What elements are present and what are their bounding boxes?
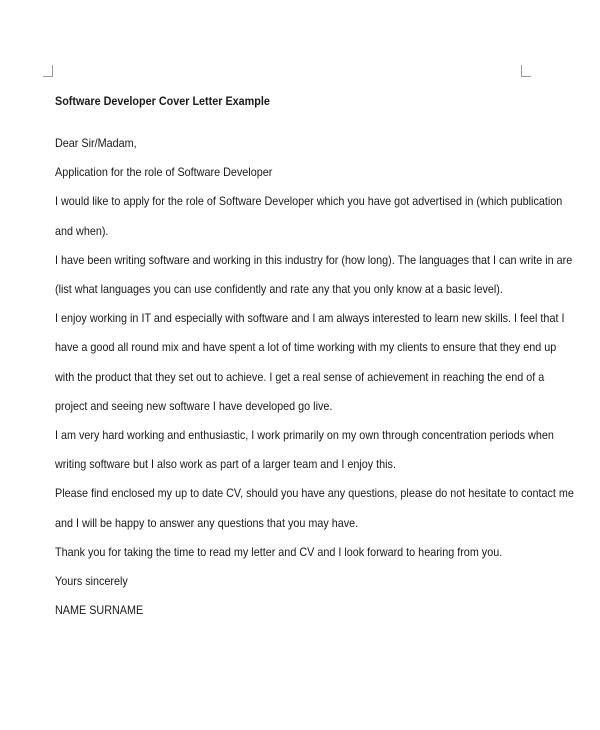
crop-mark-top-left: [43, 65, 53, 77]
paragraph-3-line-4: project and seeing new software I have developed go live.: [55, 398, 333, 413]
paragraph-2-line-2: (list what languages you can use confidently and rate any that you only know at a basic level).: [55, 282, 503, 297]
paragraph-6-line-1: Thank you for taking the time to read my letter and CV and I look forward to hearing from you.: [55, 544, 503, 559]
salutation: Dear Sir/Madam,: [55, 136, 137, 150]
paragraph-3-line-1: I enjoy working in IT and especially with software and I am always interested to learn new skills. I feel that I: [55, 311, 565, 326]
closing: Yours sincerely: [55, 574, 128, 589]
signature-name: NAME SURNAME: [55, 603, 144, 618]
letter-title: Software Developer Cover Letter Example: [55, 94, 270, 108]
paragraph-4-line-2: writing software but I also work as part of a larger team and I enjoy this.: [55, 457, 396, 472]
paragraph-2-line-1: I have been writing software and working in this industry for (how long). The languages that I can write in are: [55, 252, 573, 267]
subject-line: Application for the role of Software Developer: [55, 165, 273, 180]
crop-mark-top-right: [521, 65, 531, 77]
paragraph-4-line-1: I am very hard working and enthusiastic, I work primarily on my own through concentration periods when: [55, 428, 554, 443]
paragraph-5-line-1: Please find enclosed my up to date CV, should you have any questions, please do not hesitate to contact me: [55, 486, 574, 501]
paragraph-1-line-2: and when).: [55, 223, 109, 238]
paragraph-3-line-2: have a good all round mix and have spent a lot of time working with my clients to ensure that they end up: [55, 340, 557, 355]
title-spacer: [55, 111, 525, 129]
paragraph-1-line-1: I would like to apply for the role of Software Developer which you have got advertised in (which publication: [55, 194, 563, 209]
paragraph-3-line-3: with the product that they set out to achieve. I get a real sense of achievement in reaching the end of a: [55, 369, 545, 384]
letter-body: [55, 91, 574, 625]
paragraph-5-line-2: and I will be happy to answer any questions that you may have.: [55, 515, 359, 530]
